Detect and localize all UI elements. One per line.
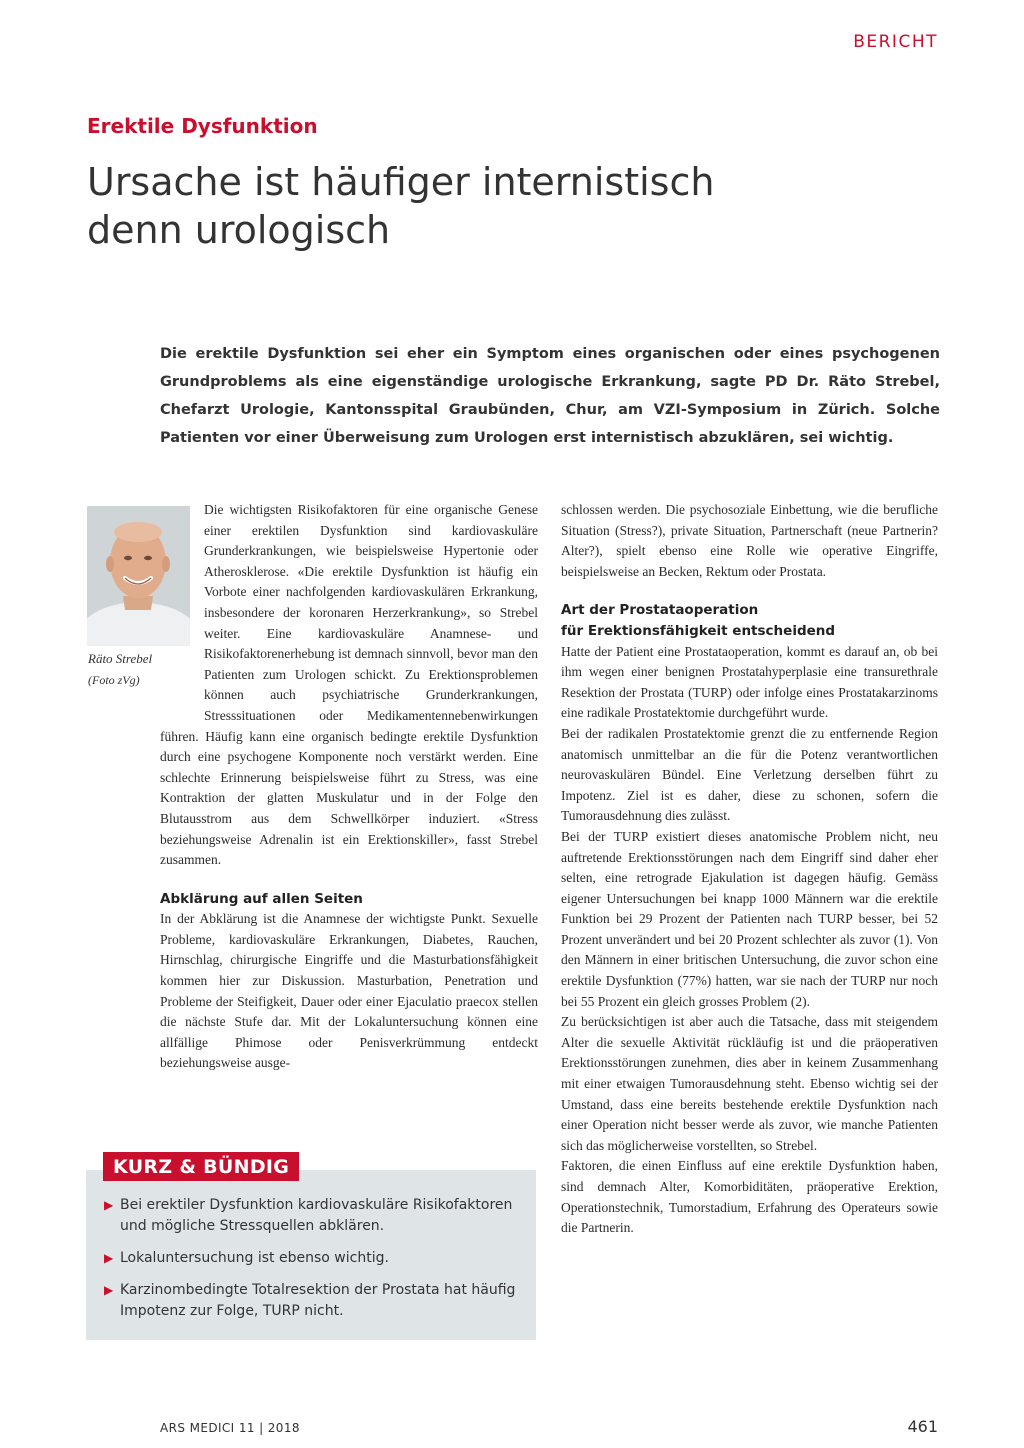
triangle-bullet-icon: ▶ — [104, 1251, 114, 1265]
article-column-2 — [561, 500, 938, 1239]
subheading-line-1: Art der Prostataoperation — [561, 602, 759, 619]
subheading: Abklärung auf allen Seiten — [160, 890, 363, 907]
page-number: 461 — [907, 1417, 938, 1436]
headline-line-2: denn urologisch — [87, 208, 391, 252]
summary-item — [104, 1195, 530, 1237]
body-paragraph: In der Abklärung ist die Anamnese der wichtigste Punkt. Sexuelle Probleme, kardiovaskuläre Erkrankungen, Diabetes, Rauchen, Hirnschlag, chirurgische Eingriffe und die Masturbationsfähigkeit kommen hier zur Diskussion. Masturbation, Penetration und Probleme der Steifigkeit, Dauer oder einer Ejaculatio praecox stellen die nächste Stufe dar. Mit der Lokaluntersuchung können eine allfällige Phimose oder Penisverkrümmung entdeckt beziehungsweise ausge- — [160, 911, 538, 1071]
body-paragraph: Zu berücksichtigen ist aber auch die Tatsache, dass mit steigendem Alter die sexuelle Aktivität rückläufig ist und die präoperativen Erektionsstörungen zunehmen, dies aber in keinem Zusammenhang mit einer etwaigen Tumorausdehnung steht. Ebenso wichtig sei der Umstand, dass eine bereits bestehende erektile Dysfunktion nach einer Operation nicht besser werde als zuvor, wie manche Patienten sich das möglicherweise vorstellten, so Strebel. — [561, 1014, 938, 1153]
photo-caption-name: Räto Strebel — [88, 651, 153, 666]
section-label: BERICHT — [853, 32, 938, 52]
headline-line-1: Ursache ist häufiger internistisch — [87, 160, 715, 204]
article-lead: Die erektile Dysfunktion sei eher ein Symptom eines organischen oder eines psychogenen Grundproblems als eine eigenständige urologische Erkrankung, sagte PD Dr. Räto Strebel, Chefarzt Urologie, Kantonsspital Graubünden, Chur, am VZI-Symposium in Zürich. Solche Patienten vor einer Überweisung zum Urologen erst internistisch abzuklären, sei wichtig. — [160, 346, 940, 446]
summary-item-text: Lokaluntersuchung ist ebenso wichtig. — [120, 1250, 389, 1266]
subheading — [561, 600, 938, 641]
article-kicker: Erektile Dysfunktion — [87, 114, 318, 138]
article-column-1 — [160, 500, 538, 1074]
summary-item-text: Bei erektiler Dysfunktion kardiovaskuläre Risikofaktoren und mögliche Stressquellen abklären. — [120, 1197, 513, 1234]
photo-caption-credit: (Foto zVg) — [88, 673, 140, 687]
summary-item-text: Karzinombedingte Totalresektion der Prostata hat häufig Impotenz zur Folge, TURP nicht. — [120, 1282, 516, 1319]
triangle-bullet-icon: ▶ — [104, 1198, 114, 1212]
body-paragraph: Faktoren, die einen Einfluss auf eine erektile Dysfunktion haben, sind demnach Alter, Komorbiditäten, präoperative Erektion, Operationstechnik, Tumorstadium, Erfahrung des Operateurs sowie die Partnerin. — [561, 1158, 938, 1236]
body-paragraph: schlossen werden. Die psychosoziale Einbettung, wie die berufliche Situation (Stress?), private Situation, Partnerschaft (neue Partnerin? Alter?), spielt ebenso eine Rolle wie operative Eingriffe, beispielsweise an Becken, Rektum oder Prostata. — [561, 502, 938, 579]
body-paragraph: Bei der radikalen Prostatektomie grenzt die zu entfernende Region anatomisch unmittelbar an die für die Potenz verantwortlichen neurovaskulären Bündel. Eine Verletzung derselben führt zu Impotenz. Ziel ist es daher, diese zu schonen, sofern die Tumorausdehnung dies zulässt. — [561, 725, 938, 824]
photo-wrap-spacer — [160, 500, 204, 706]
body-paragraph: Bei der TURP existiert dieses anatomische Problem nicht, neu auftretende Erektionsstörungen nach dem Eingriff sind daher eher selten, eine retrograde Ejakulation ist dagegen häufig. Gemäss eigener Untersuchungen bei knapp 1000 Männern war die erektile Funktion bei 29 Prozent der Patienten nach TURP besser, bei 52 Prozent unverändert und bei 20 Prozent schlechter als zuvor (1). Von den Männern in einer britischen Untersuchung, die zuvor schon eine erektile Dysfunktion (77%) hatten, war sie nach der TURP nur noch bei 55 Prozent ein gleich grosses Problem (2). — [561, 828, 938, 1009]
article-headline — [87, 158, 887, 254]
journal-issue: ARS MEDICI 11 | 2018 — [160, 1421, 300, 1435]
summary-box-title: KURZ & BÜNDIG — [103, 1152, 299, 1181]
triangle-bullet-icon: ▶ — [104, 1283, 114, 1297]
body-paragraph: Die wichtigsten Risikofaktoren für eine organische Genese einer erektilen Dysfunktion sind kardiovaskuläre Grunderkrankungen, wie beispielsweise Hypertonie oder Atherosklerose. «Die erektile Dysfunktion ist häufig ein Vorbote einer nachfolgenden kardiovaskulären Erkrankung, insbesondere der koronaren Herzerkrankung», so Strebel weiter. Eine kardiovaskuläre Anamnese- und Risikofaktorenerhebung ist demnach sinnvoll, bevor man den Patienten zum Urologen schickt. Zu Erektionsproblemen können auch psychiatrische Grunderkrankungen, Stresssituationen oder Medikamentennebenwirkungen führen. Häufig kann eine organisch bedingte erektile Dysfunktion durch eine psychogene Komponente noch verstärkt werden. Eine schlechte Erinnerung beispielsweise führt zu Stress, was eine Kontraktion der glatten Muskulatur und in der Folge den Blutausstrom aus dem Schwellkörper induziert. «Stress beziehungsweise Adrenalin ist ein Erektionskiller», fasst Strebel zusammen. — [160, 502, 538, 868]
summary-list — [104, 1195, 530, 1333]
subheading-line-2: für Erektionsfähigkeit entscheidend — [561, 622, 836, 639]
summary-item — [104, 1248, 530, 1269]
body-paragraph: Hatte der Patient eine Prostataoperation, kommt es darauf an, ob bei ihm wegen einer benignen Prostatahyperplasie eine transurethrale Resektion der Prostata (TURP) oder infolge eines Prostatakarzinoms eine radikale Prostatektomie durchgeführt wurde. — [561, 643, 938, 721]
summary-item — [104, 1280, 530, 1322]
